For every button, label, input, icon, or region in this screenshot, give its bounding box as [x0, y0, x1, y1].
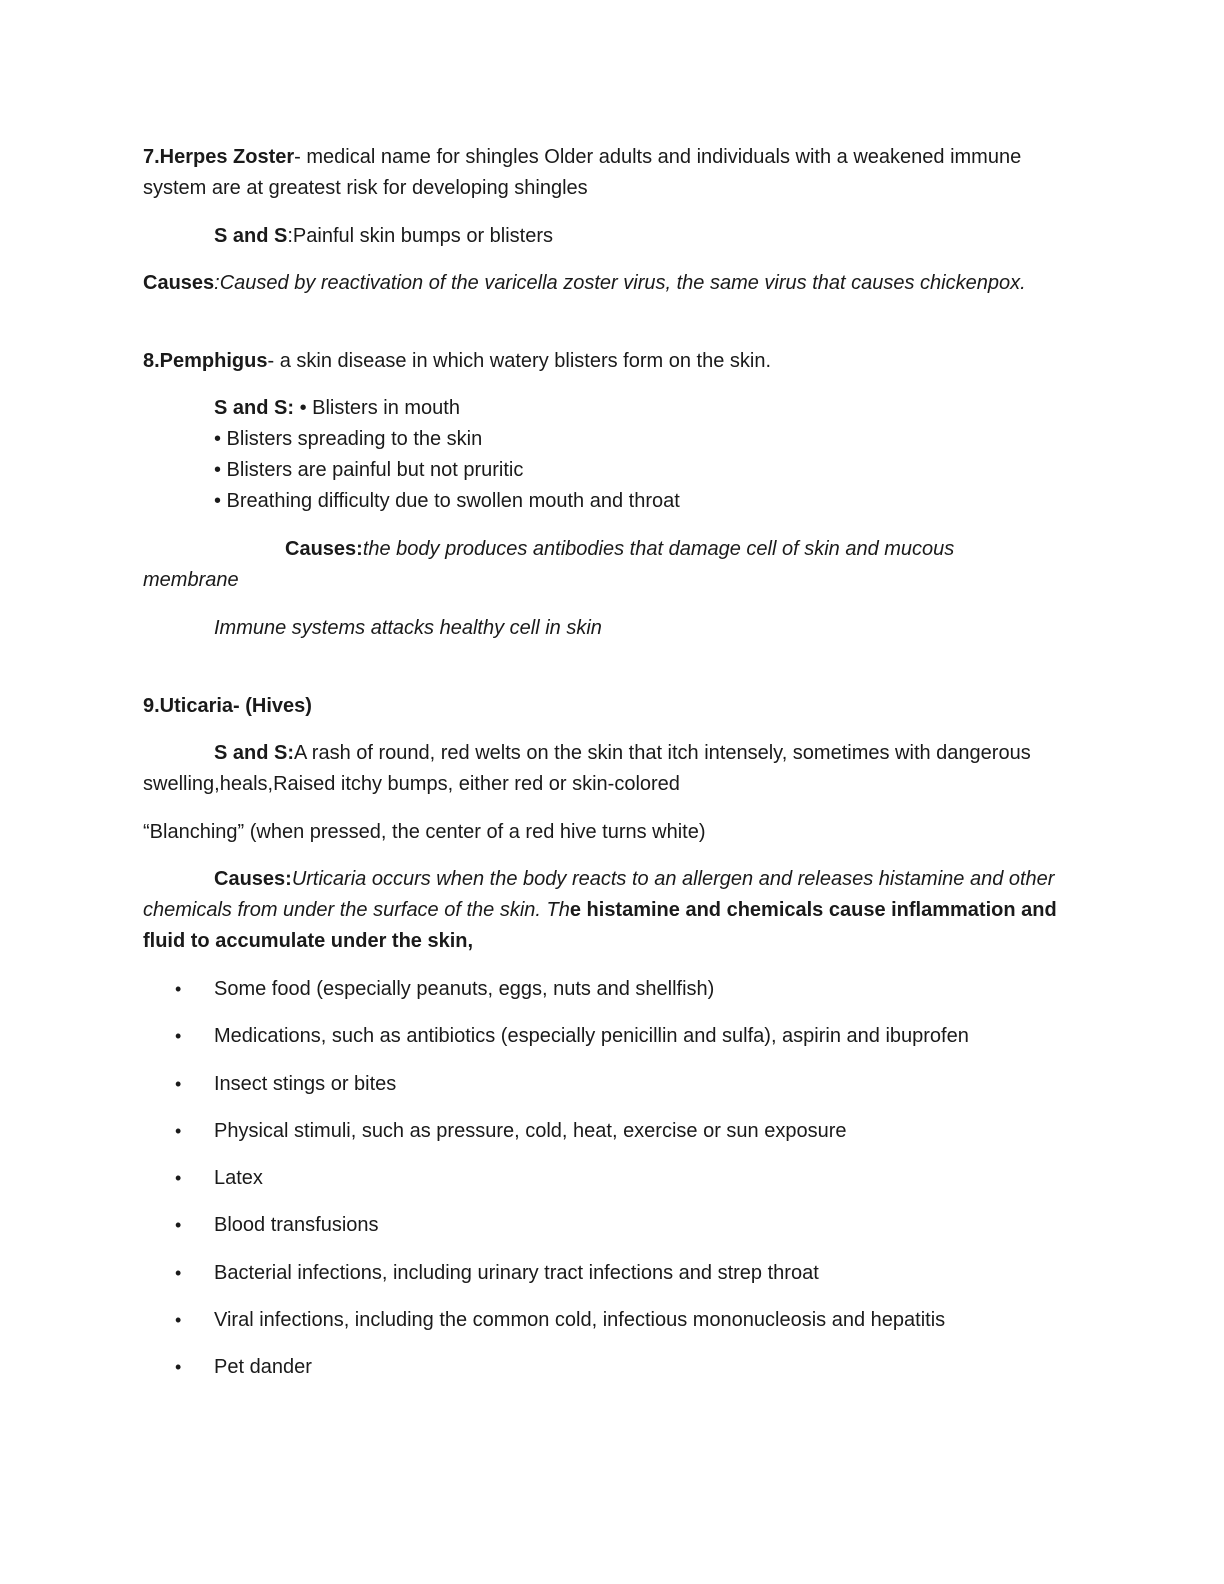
list-item-text: Physical stimuli, such as pressure, cold, heat, exercise or sun exposure: [214, 1119, 847, 1142]
urticaria-blanching: [143, 817, 1083, 848]
pemphigus-signs: [143, 393, 1083, 517]
bullet-icon: •: [175, 979, 182, 999]
herpes-causes: [143, 268, 1083, 299]
list-item: [143, 1352, 1103, 1399]
list-item: [143, 1210, 1103, 1257]
list-item-text: Bacterial infections, including urinary tract infections and strep throat: [214, 1261, 819, 1284]
bullet-icon: •: [175, 1215, 182, 1236]
pemphigus-ss-item: • Blisters are painful but not pruritic: [214, 459, 524, 481]
list-item-text: Insect stings or bites: [214, 1072, 397, 1095]
list-item: [143, 1258, 1103, 1305]
list-item: [143, 974, 1103, 1021]
herpes-definition: [143, 142, 1083, 204]
bullet-icon: •: [175, 1168, 182, 1189]
bullet-icon: •: [175, 1310, 182, 1331]
blanching-text: “Blanching” (when pressed, the center of a red hive turns white): [143, 821, 706, 843]
pemphigus-ss-first: • Blisters in mouth: [299, 397, 460, 419]
herpes-causes-label: Causes: [143, 272, 215, 294]
list-item-text: Pet dander: [214, 1356, 312, 1379]
list-item-text: Viral infections, including the common cold, infectious mononucleosis and hepatitis: [214, 1309, 946, 1332]
list-item-text: Medications, such as antibiotics (especially penicillin and sulfa), aspirin and ibuprofen: [214, 1025, 969, 1048]
herpes-ss-label: S and S: [214, 225, 288, 247]
pemphigus-causes-label: Causes:: [285, 538, 363, 560]
pemphigus-desc: - a skin disease in which watery blisters form on the skin.: [267, 350, 772, 372]
urticaria-causes-bold: e histamine and chemicals cause inflammation and fluid to accumulate under the skin,: [143, 899, 1057, 952]
urticaria-title: 9.Uticaria- (Hives): [143, 695, 312, 717]
urticaria-ss-label: S and S:: [214, 742, 295, 764]
pemphigus-definition: [143, 346, 1083, 377]
bullet-icon: •: [175, 1120, 182, 1141]
herpes-desc: - medical name for shingles Older adults and individuals with a weakened immune system are at greatest risk for developing shingles: [143, 146, 1022, 199]
pemphigus-causes-cont: membrane: [143, 569, 239, 591]
list-item: [143, 1021, 1103, 1068]
urticaria-triggers-list: [143, 974, 1103, 1400]
pemphigus-ss-label: S and S:: [214, 397, 300, 419]
bullet-icon: •: [175, 1026, 182, 1047]
herpes-causes-text: :Caused by reactivation of the varicella zoster virus, the same virus that causes chickenpox.: [214, 272, 1026, 294]
herpes-title: 7.Herpes Zoster: [143, 146, 295, 168]
pemphigus-note-text: Immune systems attacks healthy cell in skin: [214, 617, 602, 639]
bullet-icon: •: [175, 1262, 182, 1283]
urticaria-ss-text: A rash of round, red welts on the skin that itch intensely, sometimes with dangerous swelling,heals,Raised itchy bumps, either red or skin-colored: [143, 742, 1031, 795]
urticaria-heading: [143, 691, 1083, 722]
list-item-text: Latex: [214, 1167, 263, 1190]
urticaria-causes: [143, 864, 1083, 957]
pemphigus-ss-item: • Breathing difficulty due to swollen mouth and throat: [214, 490, 680, 512]
pemphigus-title: 8.Pemphigus: [143, 350, 268, 372]
urticaria-signs: [143, 738, 1083, 800]
herpes-signs: [143, 221, 1083, 252]
bullet-icon: •: [175, 1357, 182, 1378]
list-item: [143, 1305, 1103, 1352]
list-item-text: Blood transfusions: [214, 1214, 379, 1237]
pemphigus-causes-text: the body produces antibodies that damage cell of skin and mucous: [362, 538, 955, 560]
list-item: [143, 1163, 1103, 1210]
urticaria-causes-italic: Urticaria occurs when the body reacts to an allergen and releases histamine and other chemicals from under the surface of the skin. Th: [143, 868, 1055, 921]
pemphigus-note: [143, 613, 1083, 644]
list-item: [143, 1116, 1103, 1163]
herpes-ss-text: :Painful skin bumps or blisters: [287, 225, 554, 247]
list-item: [143, 1069, 1103, 1116]
list-item-text: Some food (especially peanuts, eggs, nuts and shellfish): [214, 978, 715, 1000]
bullet-icon: •: [175, 1073, 182, 1094]
pemphigus-causes: [143, 534, 1083, 596]
urticaria-causes-label: Causes:: [214, 868, 292, 890]
pemphigus-ss-item: • Blisters spreading to the skin: [214, 428, 483, 450]
